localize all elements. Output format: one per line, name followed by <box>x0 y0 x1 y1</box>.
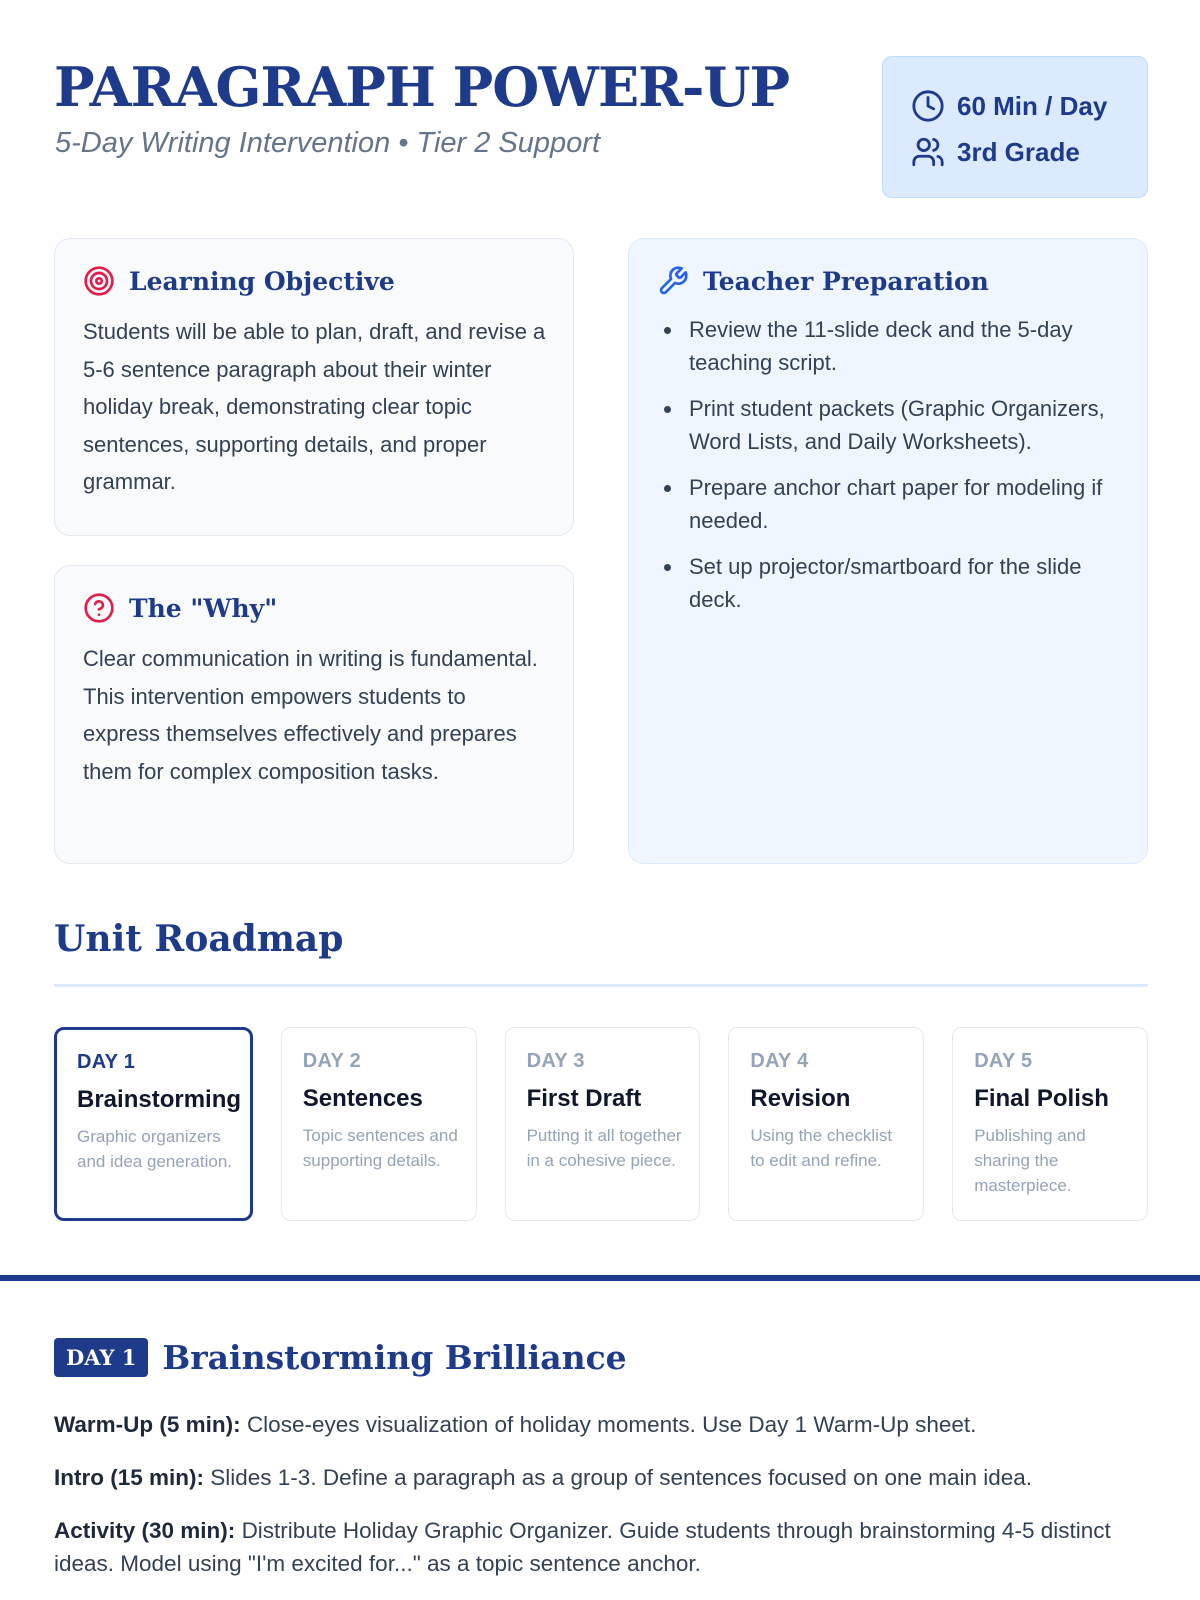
teacher-preparation-card <box>628 238 1148 864</box>
list-item: Print student packets (Graphic Organizers, Word Lists, and Daily Worksheets). <box>657 392 1127 458</box>
why-text: Clear communication in writing is fundamental. This intervention empowers students to express themselves effectively and prepares them for complex composition tasks. <box>83 646 538 784</box>
objective-title: Learning Objective <box>129 266 395 296</box>
preparation-title: Teacher Preparation <box>703 266 989 296</box>
clock-icon <box>911 89 945 123</box>
why-heading <box>83 592 547 624</box>
day-card-5[interactable] <box>952 1027 1148 1221</box>
step-text: Distribute Holiday Graphic Organizer. Guide students through brainstorming 4-5 distinct ideas. Model using "I'm excited for..." as a topic sentence anchor. <box>54 1518 1111 1576</box>
step-label: Activity (30 min): <box>54 1518 236 1543</box>
grade-text: 3rd Grade <box>957 136 1080 167</box>
day-badge: DAY 1 <box>54 1338 148 1377</box>
day-label: DAY 4 <box>750 1050 809 1072</box>
why-title: The "Why" <box>129 593 278 623</box>
page-title: PARAGRAPH POWER-UP <box>54 55 790 119</box>
objective-heading <box>83 265 547 297</box>
preparation-heading <box>657 265 1127 297</box>
preparation-list <box>657 313 1127 616</box>
wrench-icon <box>657 265 689 297</box>
day-description: Putting it all together in a cohesive piece. <box>526 1126 682 1170</box>
day-description: Publishing and sharing the masterpiece. <box>974 1126 1086 1195</box>
day1-heading <box>54 1338 627 1377</box>
day-name: Revision <box>750 1085 851 1112</box>
day-label: DAY 2 <box>302 1050 362 1072</box>
grade-row <box>911 129 1147 175</box>
roadmap-divider <box>54 984 1148 987</box>
list-item: Prepare anchor chart paper for modeling if needed. <box>657 471 1127 537</box>
day-description: Topic sentences and supporting details. <box>302 1126 458 1170</box>
step-activity <box>54 1514 1154 1580</box>
objective-text: Students will be able to plan, draft, and revise a 5-6 sentence paragraph about their winter holiday break, demonstrating clear topic sentences, supporting details, and proper grammar. <box>83 319 546 494</box>
day-name: Final Polish <box>974 1085 1109 1112</box>
target-icon <box>83 265 115 297</box>
step-label: Warm-Up (5 min): <box>54 1412 241 1437</box>
day-card-1[interactable] <box>54 1027 253 1221</box>
step-warm-up <box>54 1408 1154 1441</box>
step-intro <box>54 1461 1154 1494</box>
step-text: Close-eyes visualization of holiday moments. Use Day 1 Warm-Up sheet. <box>246 1412 977 1437</box>
session-info-box <box>882 56 1148 198</box>
day-card-4[interactable] <box>728 1027 924 1221</box>
why-card <box>54 565 574 864</box>
day1-title: Brainstorming Brilliance <box>162 1338 627 1377</box>
list-item: Set up projector/smartboard for the slide deck. <box>657 550 1127 616</box>
day-name: Sentences <box>302 1085 423 1112</box>
roadmap-days <box>54 1027 1148 1221</box>
day-label: DAY 5 <box>974 1050 1033 1072</box>
learning-objective-card <box>54 238 574 536</box>
day-label: DAY 1 <box>77 1051 136 1073</box>
step-label: Intro (15 min): <box>54 1465 204 1490</box>
help-circle-icon <box>83 592 115 624</box>
duration-text: 60 Min / Day <box>957 90 1108 121</box>
day-label: DAY 3 <box>526 1050 585 1072</box>
day-card-2[interactable] <box>281 1027 477 1221</box>
step-text: Slides 1-3. Define a paragraph as a group of sentences focused on one main idea. <box>210 1465 1033 1490</box>
section-divider <box>0 1275 1200 1281</box>
page-header <box>54 56 1148 198</box>
day-name: First Draft <box>526 1085 642 1112</box>
users-icon <box>911 135 945 169</box>
day-name: Brainstorming <box>77 1086 242 1113</box>
roadmap-title: Unit Roadmap <box>54 918 344 960</box>
day-description: Using the checklist to edit and refine. <box>750 1126 893 1170</box>
day-description: Graphic organizers and idea generation. <box>77 1127 233 1171</box>
list-item: Review the 11-slide deck and the 5-day teaching script. <box>657 313 1127 379</box>
duration-row <box>911 83 1147 129</box>
day-card-3[interactable] <box>505 1027 701 1221</box>
page-subtitle: 5-Day Writing Intervention • Tier 2 Support <box>55 127 601 159</box>
